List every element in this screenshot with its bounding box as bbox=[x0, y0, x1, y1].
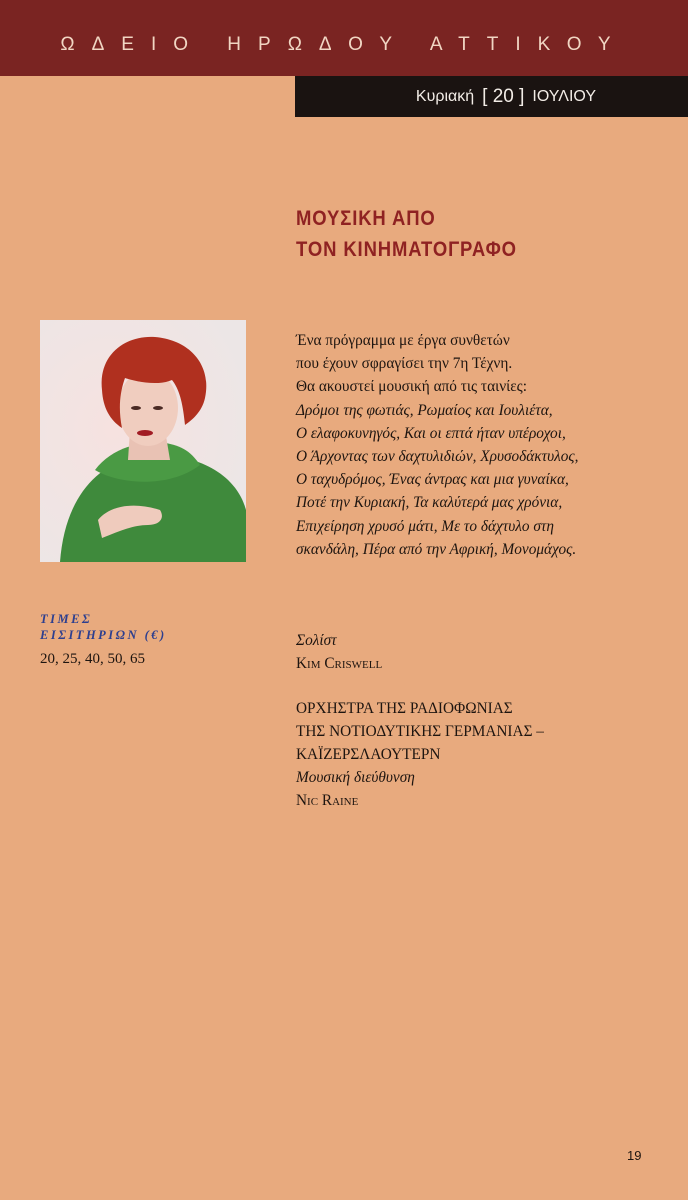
description-line: που έχουν σφραγίσει την 7η Τέχνη. bbox=[296, 355, 513, 373]
date-bar bbox=[295, 76, 688, 117]
film-list-line: Ο Άρχοντας των δαχτυλιδιών, Χρυσοδάκτυλος, bbox=[296, 448, 579, 466]
portrait-illustration bbox=[40, 320, 246, 562]
orchestra-line: ΟΡΧΗΣΤΡΑ ΤΗΣ ΡΑΔΙΟΦΩΝΙΑΣ bbox=[296, 700, 513, 717]
ticket-prices-heading bbox=[40, 611, 167, 643]
program-description bbox=[296, 329, 676, 561]
date-number: [ 20 ] bbox=[482, 85, 525, 107]
film-list-line: Ο ταχυδρόμος, Ένας άντρας και μια γυναίκα, bbox=[296, 471, 569, 489]
prices-heading-line: ΕΙΣΙΤΗΡΙΩΝ (€) bbox=[40, 628, 167, 642]
prices-heading-line: ΤΙΜΕΣ bbox=[40, 612, 93, 626]
title-line: ΜΟΥΣΙΚΗ ΑΠΟ bbox=[296, 207, 436, 230]
concert-title bbox=[296, 203, 517, 265]
conductor-name: Nic Raine bbox=[296, 792, 359, 809]
ticket-prices: 20, 25, 40, 50, 65 bbox=[40, 651, 145, 667]
film-list-line: Επιχείρηση χρυσό μάτι, Με το δάχτυλο στη bbox=[296, 517, 554, 535]
soloist-name: Kim Criswell bbox=[296, 655, 383, 672]
date-month: ΙΟΥΛΙΟΥ bbox=[532, 87, 596, 105]
film-list-line: Δρόμοι της φωτιάς, Ρωμαίος και Ιουλιέτα, bbox=[296, 401, 553, 419]
film-list-line: σκανδάλη, Πέρα από την Αφρική, Μονομάχος. bbox=[296, 540, 577, 558]
film-list-line: Ποτέ την Κυριακή, Τα καλύτερά μας χρόνια, bbox=[296, 494, 563, 512]
credits bbox=[296, 629, 544, 812]
venue-name: ΩΔΕΙΟ ΗΡΩΔΟΥ ΑΤΤΙΚΟΥ bbox=[60, 34, 628, 55]
description-line: Θα ακουστεί μουσική από τις ταινίες: bbox=[296, 378, 527, 396]
title-line: ΤΟΝ ΚΙΝΗΜΑΤΟΓΡΑΦΟ bbox=[296, 238, 517, 261]
page-number: 19 bbox=[627, 1148, 642, 1163]
description-line: Ένα πρόγραμμα με έργα συνθετών bbox=[296, 332, 510, 349]
soloist-label: Σολίστ bbox=[296, 632, 337, 649]
film-list-line: Ο ελαφοκυνηγός, Και οι επτά ήταν υπέροχοι, bbox=[296, 424, 566, 442]
orchestra-line: ΚΑΪΖΕΡΣΛΑΟΥΤΕΡΝ bbox=[296, 746, 441, 763]
conductor-label: Μουσική διεύθυνση bbox=[296, 769, 415, 786]
date-day: Κυριακή bbox=[415, 87, 475, 105]
orchestra-line: ΤΗΣ ΝΟΤΙΟΔΥΤΙΚΗΣ ΓΕΡΜΑΝΙΑΣ – bbox=[296, 723, 544, 740]
soloist-photo bbox=[40, 320, 246, 562]
